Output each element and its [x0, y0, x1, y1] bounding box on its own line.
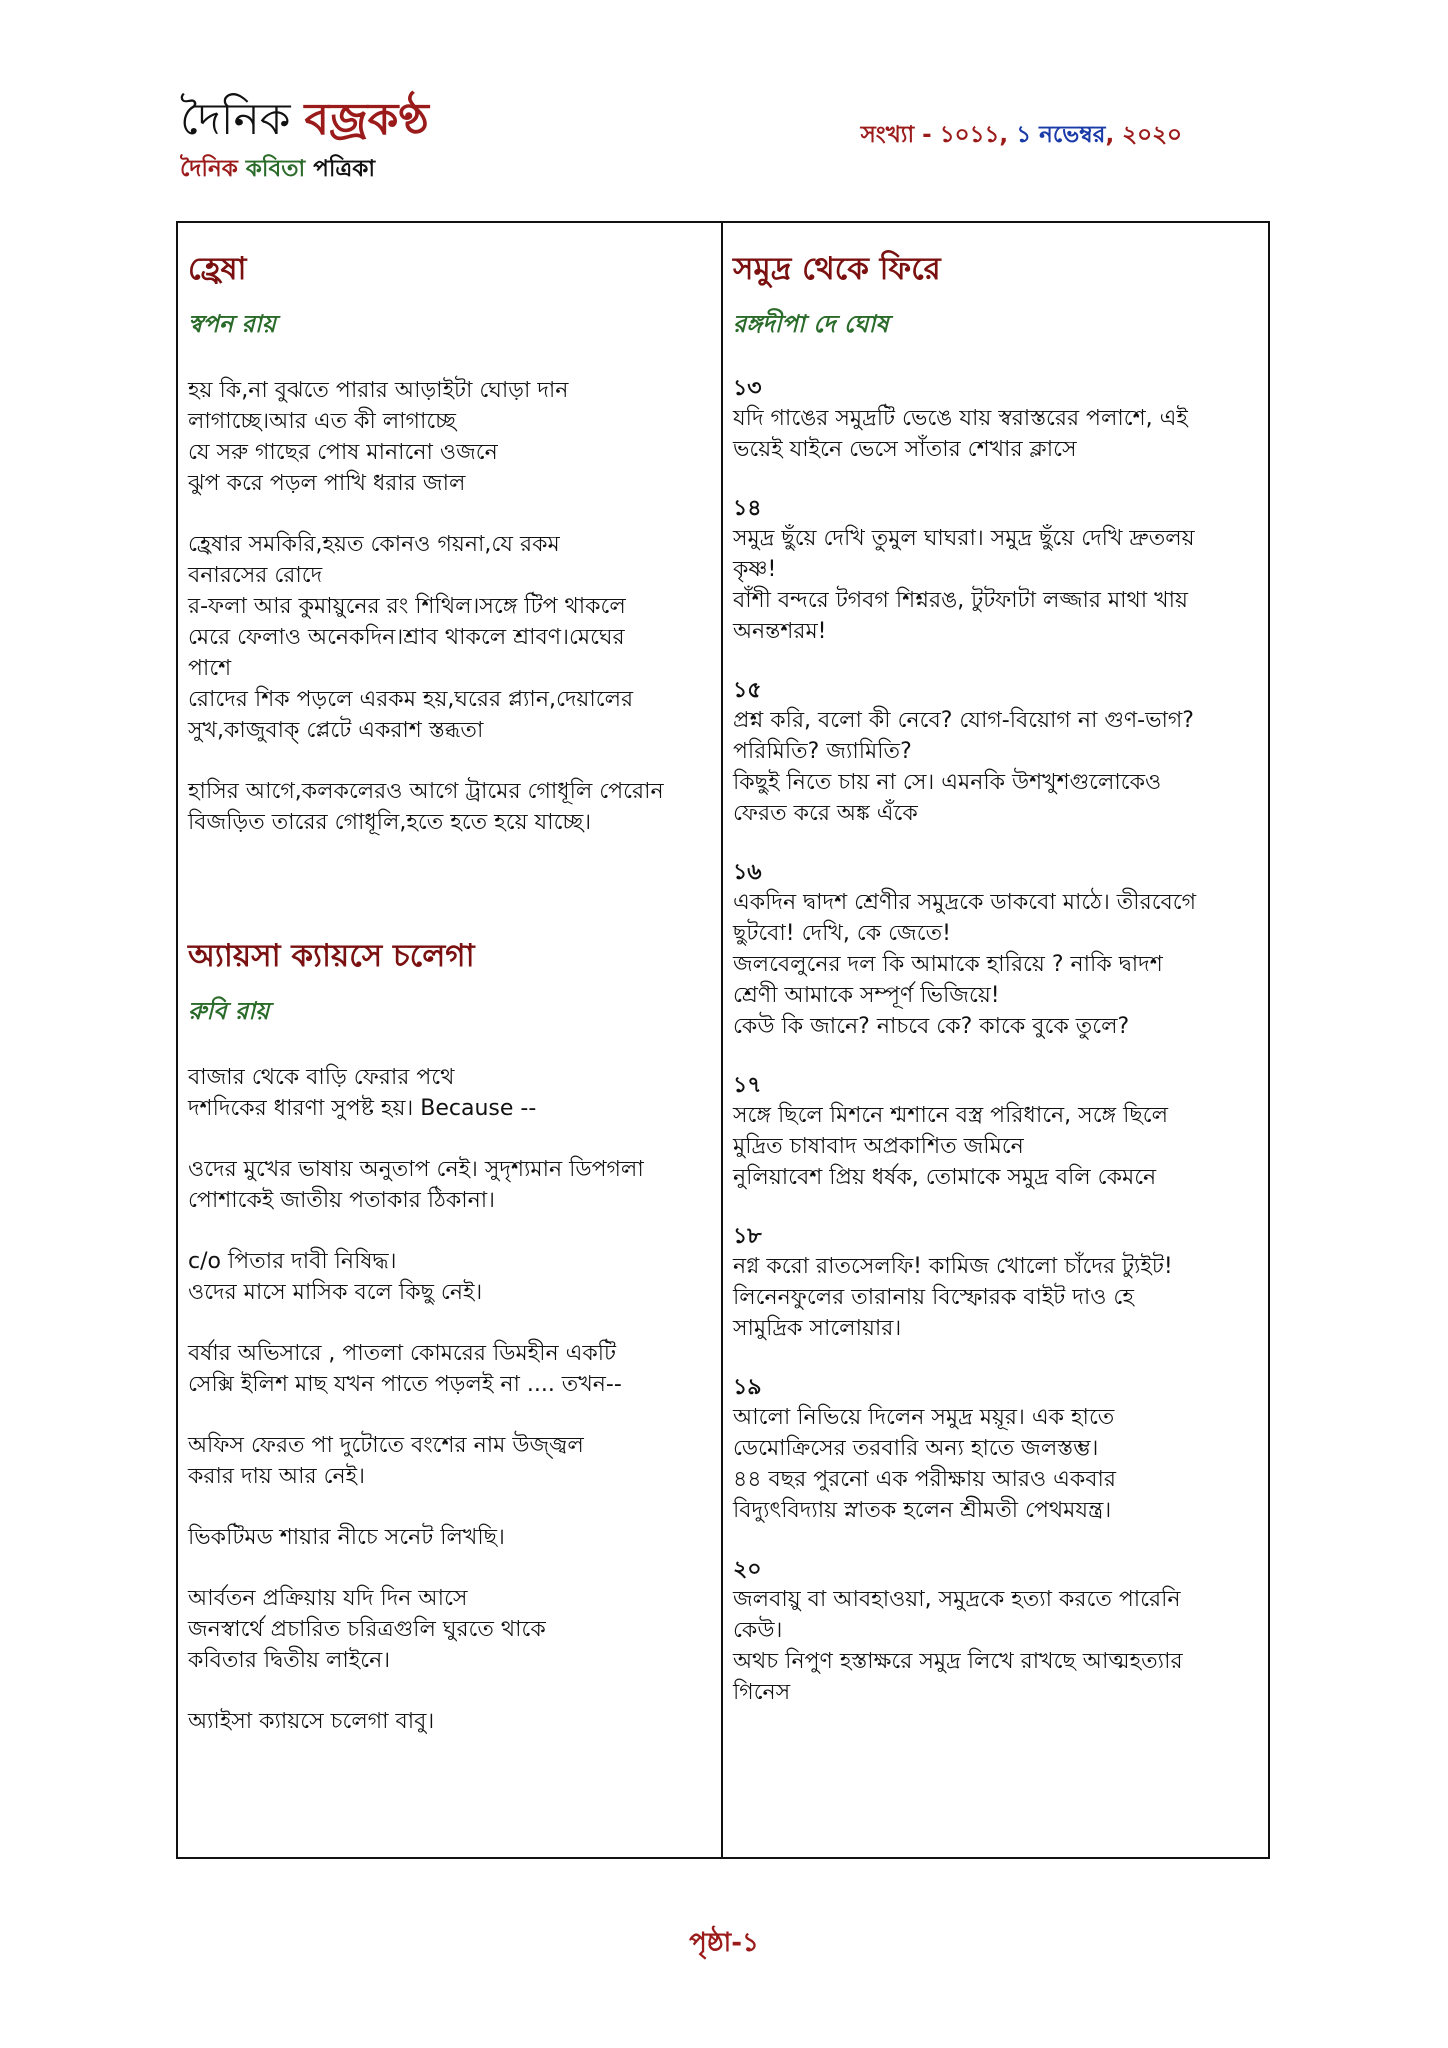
newspaper-title [180, 92, 429, 148]
section-number: ১৪ [733, 496, 762, 521]
section-number: ১৭ [733, 1073, 762, 1098]
section-number: ১৩ [733, 376, 762, 401]
poem-line: ওদের মাসে মাসিক বলে কিছু নেই। [188, 1280, 483, 1305]
stanza [188, 1706, 711, 1737]
stanza [188, 1246, 711, 1308]
poem-line: মুদ্রিত চাষাবাদ অপ্রকাশিত জমিনে [733, 1134, 1024, 1159]
title-part-dainik: দৈনিক [180, 94, 305, 145]
right-column [723, 223, 1268, 1857]
poem-section [733, 1556, 1258, 1708]
poem-line: বাজার থেকে বাড়ি ফেরার পথে [188, 1065, 455, 1090]
poem-line: পরিমিতি? জ্যামিতি? [733, 739, 912, 764]
poem-line: বর্ষার অভিসারে , পাতলা কোমরের ডিমহীন একটি [188, 1341, 617, 1366]
poem-line: দশদিকের ধারণা সুপষ্ট হয়। Because -- [188, 1096, 537, 1121]
poem-line: লিনেনফুলের তারানায় বিস্ফোরক বাইট দাও হে [733, 1285, 1134, 1310]
poem-author: স্বপন রায় [188, 310, 276, 338]
poem-line: ছুটবো! দেখি, কে জেতে! [733, 921, 951, 946]
poem-line: বনারসের রোদে [188, 563, 323, 588]
poem-line: ডেমোক্রিসের তরবারি অন্য হাতে জলস্তম্ভ। [733, 1436, 1099, 1461]
poem-title: সমুদ্র থেকে ফিরে [733, 251, 941, 287]
poem-author: রঙ্গদীপা দে ঘোষ [733, 310, 889, 338]
poem-line: নগ্ন করো রাতসেলফি! কামিজ খোলো চাঁদের ট্যুইট! [733, 1254, 1173, 1279]
poem-title: হ্রেষা [188, 251, 247, 287]
poem-line: বিজড়িত তারের গোধূলি,হতে হতে হয়ে যাচ্ছে। [188, 810, 592, 835]
section-number: ১৯ [733, 1375, 762, 1400]
stanza [188, 1430, 711, 1492]
poem-line: ভিকটিমড শায়ার নীচে সনেট লিখছি। [188, 1525, 505, 1550]
poem-line: কবিতার দ্বিতীয় লাইনে। [188, 1648, 391, 1673]
poem-line: যে সরু গাছের পোষ মানানো ওজনে [188, 440, 498, 465]
stanza [188, 1154, 711, 1216]
stanza [188, 1062, 711, 1124]
poem-line: মেরে ফেলাও অনেকদিন।শ্রাব থাকলে শ্রাবণ।মেঘের [188, 625, 625, 650]
issue-number: সংখ্যা - ১০১১, [860, 122, 1017, 148]
poem-line: হয় কি,না বুঝতে পারার আড়াইটা ঘোড়া দান [188, 378, 569, 403]
issue-year: , ২০২০ [1105, 122, 1182, 148]
poem-line: ৪৪ বছর পুরনো এক পরীক্ষায় আরও একবার [733, 1467, 1117, 1492]
poem-section [733, 859, 1258, 1042]
poem-line: জলবেলুনের দল কি আমাকে হারিয়ে ? নাকি দ্বাদশ [733, 952, 1163, 977]
poem-line: রোদের শিক পড়লে এরকম হয়,ঘরের প্ল্যান,দেয়ালের [188, 687, 634, 712]
subtitle-part-1: দৈনিক [180, 156, 246, 182]
poem-line: পোশাকেই জাতীয় পতাকার ঠিকানা। [188, 1188, 496, 1213]
poem-line: আলো নিভিয়ে দিলেন সমুদ্র ময়ূর। এক হাতে [733, 1405, 1115, 1430]
poem-line: কৃষ্ণ! [733, 557, 777, 582]
poem-line: হাসির আগে,কলকলেরও আগে ট্রামের গোধূলি পেরোন [188, 779, 664, 804]
poem-aisa-kaise-chalega [188, 934, 711, 1737]
poem-line: অ্যাইসা ক্যায়সে চলেগা বাবু। [188, 1709, 435, 1734]
section-number: ১৫ [733, 678, 762, 703]
stanza [188, 1338, 711, 1400]
poem-line: কেউ কি জানে? নাচবে কে? কাকে বুকে তুলে? [733, 1014, 1130, 1039]
poem-section [733, 495, 1258, 647]
poem-line: লাগাচ্ছে।আর এত কী লাগাচ্ছে [188, 409, 457, 434]
issue-date: ১ নভেম্বর [1016, 122, 1106, 148]
poem-line: ভয়েই যাইনে ভেসে সাঁতার শেখার ক্লাসে [733, 437, 1077, 462]
poem-section [733, 375, 1258, 465]
poem-line: জনস্বার্থে প্রচারিত চরিত্রগুলি ঘুরতে থাকে [188, 1617, 546, 1642]
section-number: ১৬ [733, 860, 762, 885]
poem-line: অফিস ফেরত পা দুটোতে বংশের নাম উজ্জ্বল [188, 1433, 584, 1458]
poem-title: অ্যায়সা ক্যায়সে চলেগা [188, 938, 475, 974]
poem-line: নুলিয়াবেশ প্রিয় ধর্ষক, তোমাকে সমুদ্র বলি কেমনে [733, 1165, 1157, 1190]
section-number: ১৮ [733, 1224, 762, 1249]
poem-line: প্রশ্ন করি, বলো কী নেবে? যোগ-বিয়োগ না গুণ-ভাগ? [733, 708, 1194, 733]
poem-line: যদি গাঙের সমুদ্রটি ভেঙে যায় স্বরাস্তরের পলাশে, এই [733, 406, 1188, 431]
poem-line: বাঁশী বন্দরে টগবগ শিশ্নরঙ, টুটফাটা লজ্জার মাথা খায় [733, 588, 1188, 613]
left-column [178, 223, 723, 1857]
poem-author: রুবি রায় [188, 997, 270, 1025]
poem-line: বিদ্যুৎবিদ্যায় স্নাতক হলেন শ্রীমতী পেথমযন্ত্র। [733, 1498, 1112, 1523]
poem-line: অথচ নিপুণ হস্তাক্ষরে সমুদ্র লিখে রাখছে আত্মহত্যার [733, 1649, 1183, 1674]
poem-line: অনন্তশরম! [733, 619, 827, 644]
poem-section [733, 1072, 1258, 1193]
poem-section [733, 1223, 1258, 1344]
page-number: পৃষ্ঠা-১ [689, 1928, 759, 1958]
poem-line: c/o পিতার দাবী নিষিদ্ধ। [188, 1249, 397, 1274]
issue-line [861, 116, 1182, 155]
subtitle-part-2: কবিতা [245, 156, 314, 182]
poem-line: র-ফলা আর কুমায়ুনের রং শিথিল।সঙ্গে টিপ থাকলে [188, 594, 626, 619]
poem-line: আর্বতন প্রক্রিয়ায় যদি দিন আসে [188, 1586, 468, 1611]
poem-line: গিনেস [733, 1680, 791, 1705]
stanza [188, 529, 711, 746]
masthead [180, 92, 429, 189]
stanza [188, 776, 711, 838]
poem-line: ঝুপ করে পড়ল পাখি ধরার জাল [188, 471, 466, 496]
poem-line: করার দায় আর নেই। [188, 1464, 365, 1489]
poem-line: কেউ। [733, 1618, 783, 1643]
poem-section [733, 677, 1258, 829]
stanza [188, 1583, 711, 1676]
poem-line: ওদের মুখের ভাষায় অনুতাপ নেই। সুদৃশ্যমান ডিপগলা [188, 1157, 644, 1182]
subtitle-part-3: পত্রিকা [313, 156, 376, 182]
poem-hresha [188, 247, 711, 838]
content-frame [176, 221, 1270, 1859]
poem-line: শ্রেণী আমাকে সম্পূর্ণ ভিজিয়ে! [733, 983, 1000, 1008]
poem-line: ফেরত করে অঙ্ক এঁকে [733, 801, 918, 826]
title-part-bajrakantha: বজ্রকণ্ঠ [304, 94, 429, 145]
poem-line: সেক্সি ইলিশ মাছ যখন পাতে পড়লই না .... তখন-- [188, 1372, 622, 1397]
poem-line: সমুদ্র ছুঁয়ে দেখি তুমুল ঘাঘরা। সমুদ্র ছুঁয়ে দেখি দ্রুতলয় [733, 526, 1195, 551]
poem-line: একদিন দ্বাদশ শ্রেণীর সমুদ্রকে ডাকবো মাঠে। তীরবেগে [733, 890, 1197, 915]
poem-line: কিছুই নিতে চায় না সে। এমনকি উশখুশগুলোকেও [733, 770, 1162, 795]
newspaper-subtitle [180, 150, 429, 189]
poem-line: হ্রেষার সমকিরি,হয়ত কোনও গয়না,যে রকম [188, 532, 560, 557]
poem-section [733, 1374, 1258, 1526]
stanza [188, 1522, 711, 1553]
poem-line: সুখ,কাজুবাক্‌ প্লেটে একরাশ স্তব্ধতা [188, 718, 484, 743]
poem-line: পাশে [188, 656, 232, 681]
poem-line: সামুদ্রিক সালোয়ার। [733, 1316, 902, 1341]
poem-line: জলবায়ু বা আবহাওয়া, সমুদ্রকে হত্যা করতে পারেনি [733, 1587, 1181, 1612]
poem-line: সঙ্গে ছিলে মিশনে শ্মশানে বস্ত্র পরিধানে, সঙ্গে ছিলে [733, 1103, 1168, 1128]
stanza [188, 375, 711, 499]
section-number: ২০ [733, 1557, 762, 1582]
